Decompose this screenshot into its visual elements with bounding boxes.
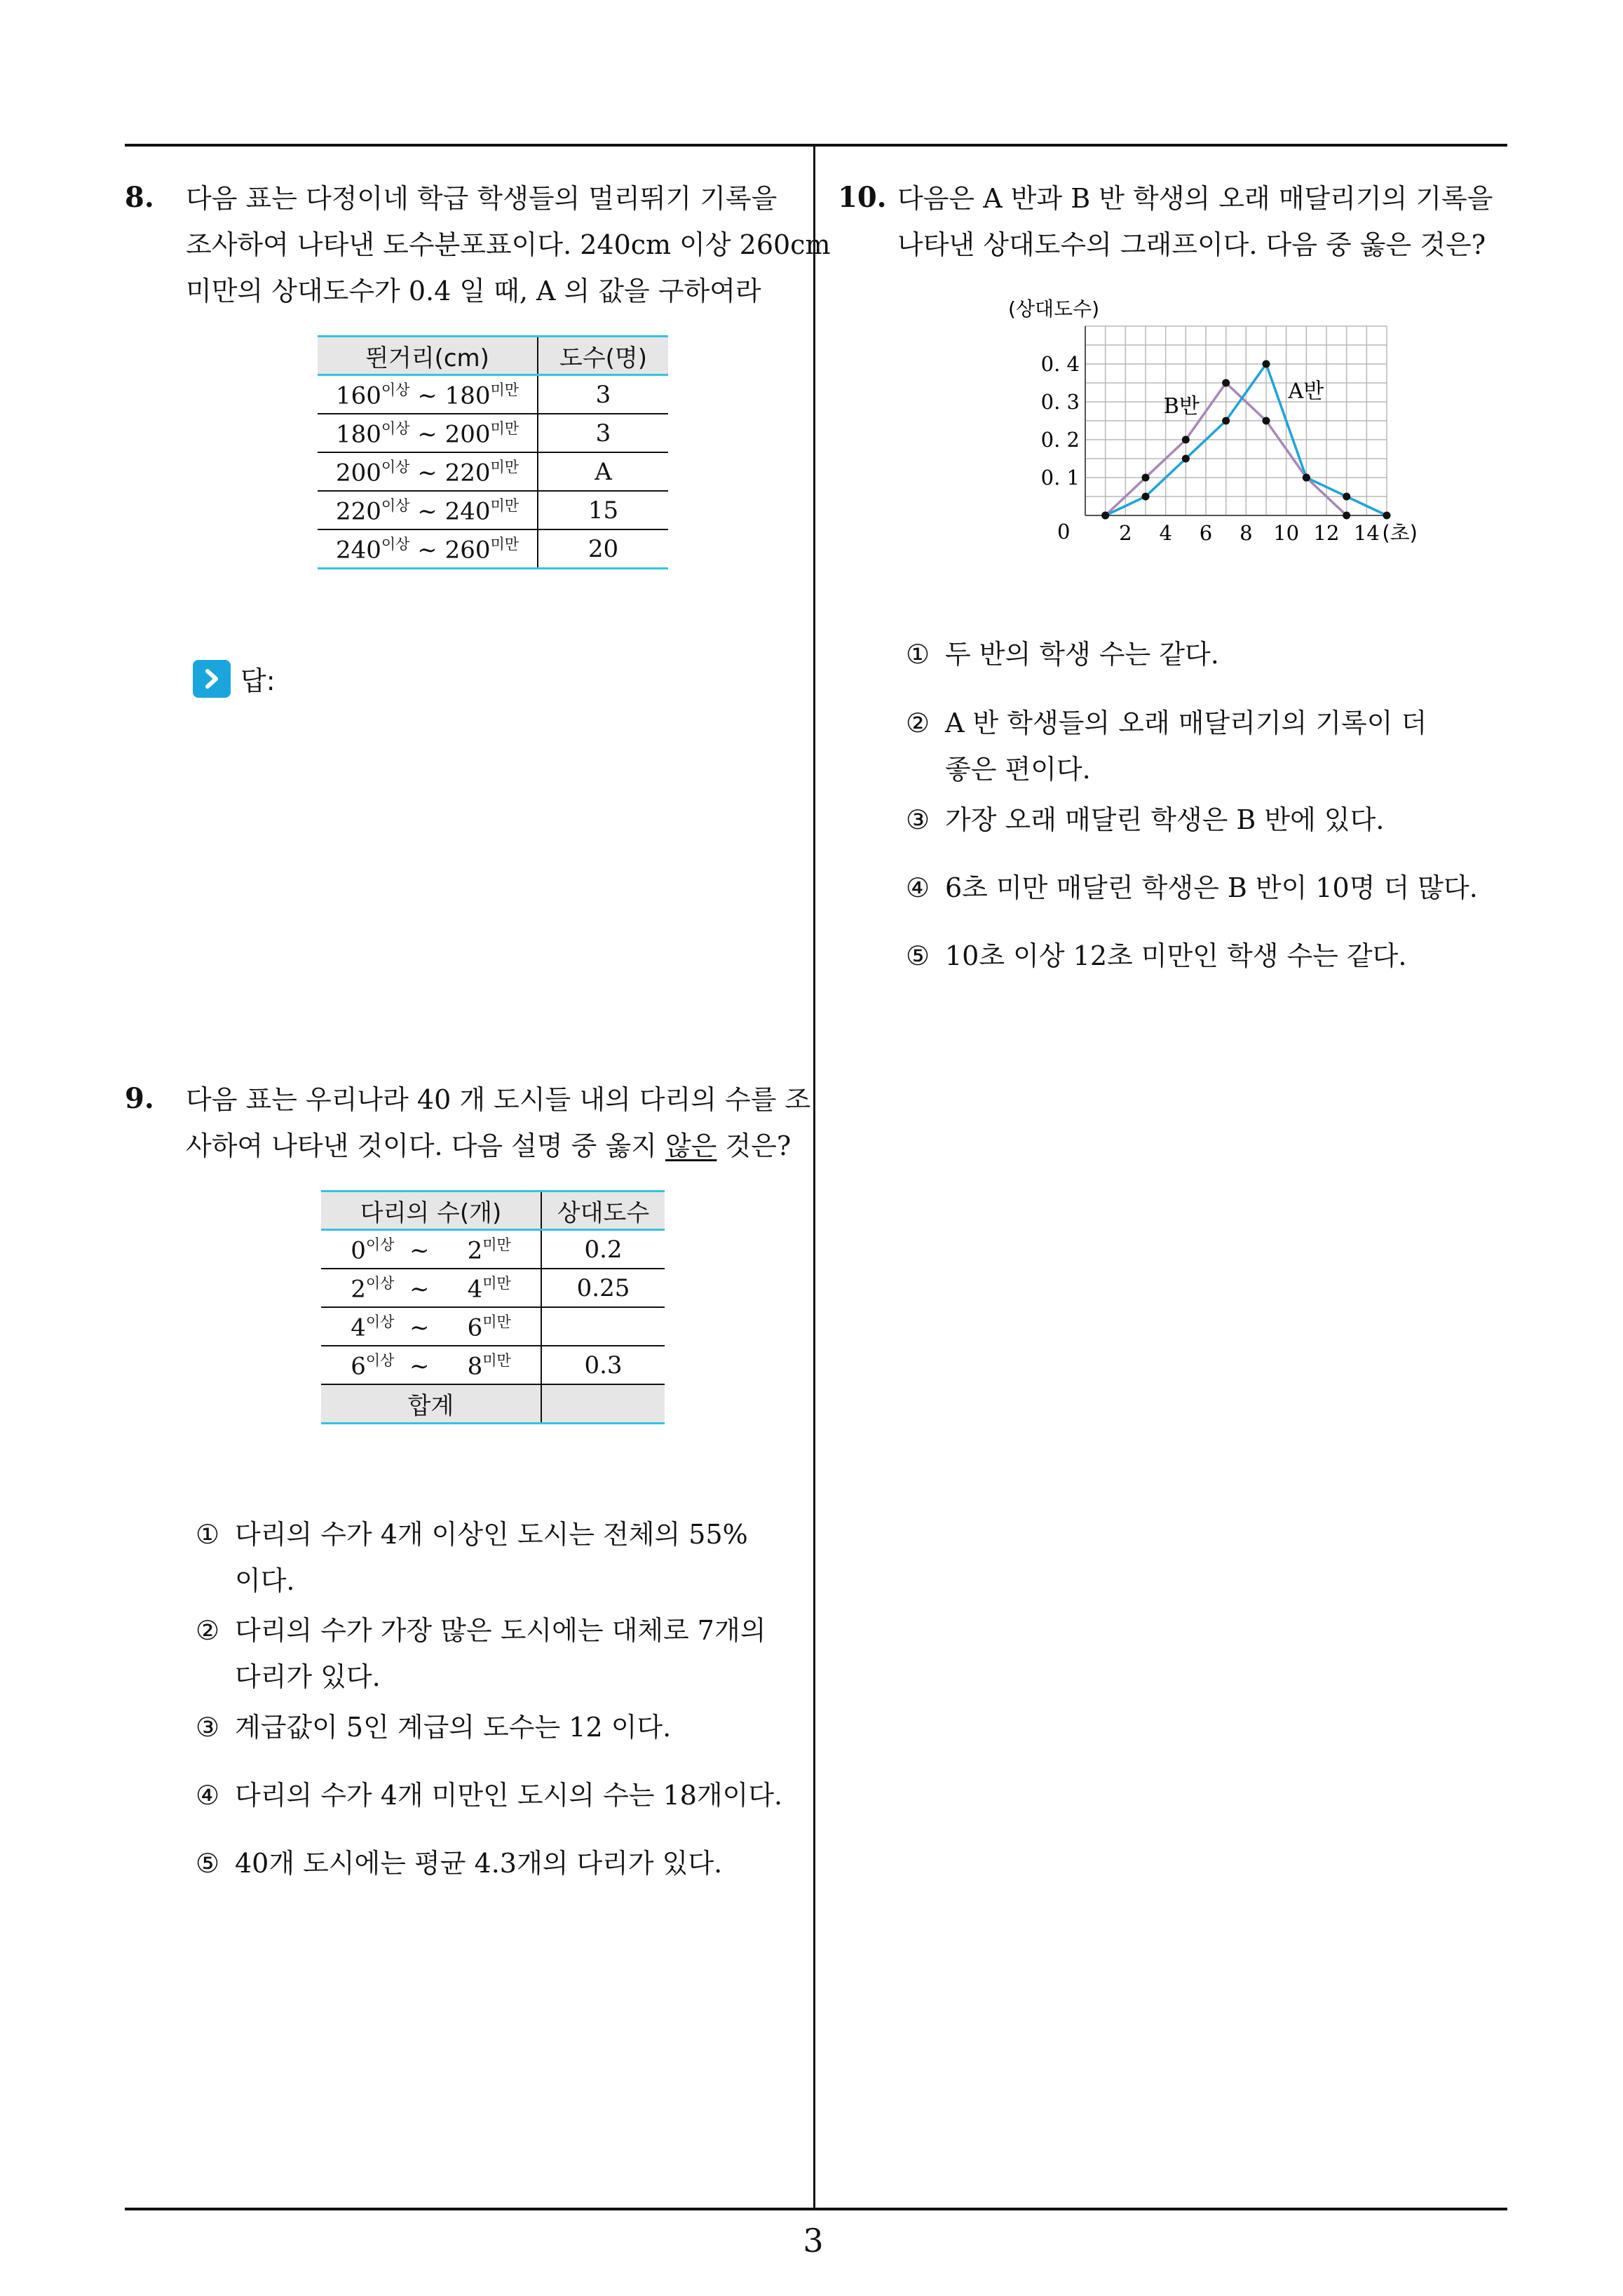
x-tick-label: 4 <box>1159 521 1172 545</box>
y-tick-label: 0. 3 <box>1040 390 1080 414</box>
q9-value-cell: 0.25 <box>541 1269 665 1307</box>
q8-range-cell: $200^{이상}$ ∼ $220^{미만}$ <box>318 452 538 491</box>
series-label-a: A반 <box>1288 379 1324 404</box>
q9-sum-label: 합계 <box>321 1384 541 1424</box>
data-point <box>1222 417 1230 425</box>
x-axis-label: (초) <box>1382 521 1418 545</box>
q10-choice-1[interactable]: ① 두 반의 학생 수는 같다. <box>906 639 1219 670</box>
q9-range-cell: $2^{이상}$ ∼ $4^{미만}$ <box>321 1269 541 1307</box>
top-rule <box>125 144 1507 147</box>
page-number: 3 <box>803 2222 824 2260</box>
q9-choice-1[interactable]: ① 다리의 수가 4개 이상인 도시는 전체의 55% 이다. <box>196 1519 748 1596</box>
table-row <box>321 1269 665 1307</box>
q8-text <box>186 175 831 314</box>
q10-line: 나타낸 상대도수의 그래프이다. 다음 중 옳은 것은? <box>897 229 1486 260</box>
x-tick-label: 12 <box>1313 521 1340 545</box>
x-tick-label: 6 <box>1199 521 1213 545</box>
q9-value-cell: 0.2 <box>541 1230 665 1269</box>
data-point <box>1101 512 1109 520</box>
q8-value-cell: 3 <box>538 375 668 414</box>
data-point <box>1182 436 1190 444</box>
y-tick-label: 0. 1 <box>1040 466 1080 489</box>
q9-text <box>186 1076 810 1169</box>
q8-line: 다음 표는 다정이네 학급 학생들의 멀리뛰기 기록을 <box>186 183 777 214</box>
q9-header-bridges: 다리의 수(개) <box>321 1191 541 1230</box>
q10-choice-2[interactable]: ② A 반 학생들의 오래 매달리기의 기록이 더 좋은 편이다. <box>906 708 1427 785</box>
table-row <box>318 452 668 491</box>
table-row <box>321 1307 665 1346</box>
q9-choice-2[interactable]: ② 다리의 수가 가장 많은 도시에는 대체로 7개의 다리가 있다. <box>196 1615 766 1692</box>
q8-value-cell: 3 <box>538 414 668 452</box>
q8-line: 조사하여 나타낸 도수분포표이다. 240cm 이상 260cm <box>186 229 831 260</box>
q9-line: 다음 표는 우리나라 40 개 도시들 내의 다리의 수를 조 <box>186 1084 811 1115</box>
y-tick-label: 0. 4 <box>1040 352 1080 376</box>
table-row <box>318 491 668 529</box>
bottom-rule <box>125 2208 1507 2210</box>
q9-range-cell: $6^{이상}$ ∼ $8^{미만}$ <box>321 1346 541 1384</box>
column-divider <box>813 144 815 2209</box>
q9-value-cell <box>541 1307 665 1346</box>
q10-line: 다음은 A 반과 B 반 학생의 오래 매달리기의 기록을 <box>897 183 1493 214</box>
q9-choice-5[interactable]: ⑤ 40개 도시에는 평균 4.3개의 다리가 있다. <box>196 1848 723 1879</box>
q8-header-distance: 뛴거리(cm) <box>318 337 538 375</box>
q9-line: 사하여 나타낸 것이다. 다음 설명 중 옳지 않은 것은? <box>186 1130 792 1161</box>
x-tick-label: 8 <box>1240 521 1253 545</box>
q10-number: 10. <box>838 181 887 214</box>
q8-range-cell: $240^{이상}$ ∼ $260^{미만}$ <box>318 529 538 569</box>
data-point <box>1222 379 1230 387</box>
table-row <box>318 414 668 452</box>
q9-relative-frequency-table <box>321 1190 665 1424</box>
q8-line: 미만의 상대도수가 0.4 일 때, A 의 값을 구하여라 <box>186 276 761 306</box>
q9-choice-4[interactable]: ④ 다리의 수가 4개 미만인 도시의 수는 18개이다. <box>196 1780 783 1811</box>
data-point <box>1343 512 1350 520</box>
q9-number: 9. <box>125 1082 154 1115</box>
q8-frequency-table <box>318 335 668 569</box>
q9-value-cell: 0.3 <box>541 1346 665 1384</box>
chevron-right-icon <box>193 660 231 698</box>
q9-header-relative: 상대도수 <box>541 1191 665 1230</box>
data-point <box>1142 493 1150 501</box>
q8-header-count: 도수(명) <box>538 337 668 375</box>
q8-range-cell: $180^{이상}$ ∼ $200^{미만}$ <box>318 414 538 452</box>
y-axis-label: (상대도수) <box>1008 297 1100 320</box>
table-row <box>321 1346 665 1384</box>
x-tick-label: 14 <box>1353 521 1380 545</box>
data-point <box>1142 474 1150 482</box>
data-point <box>1303 474 1310 482</box>
q8-number: 8. <box>125 181 154 214</box>
q9-range-cell: $4^{이상}$ ∼ $6^{미만}$ <box>321 1307 541 1346</box>
q9-choice-3[interactable]: ③ 계급값이 5인 계급의 도수는 12 이다. <box>196 1712 672 1743</box>
origin-label: 0 <box>1057 520 1071 543</box>
q8-value-cell: A <box>538 452 668 491</box>
y-tick-label: 0. 2 <box>1040 428 1080 452</box>
q10-choice-5[interactable]: ⑤ 10초 이상 12초 미만인 학생 수는 같다. <box>906 940 1407 971</box>
q8-value-cell: 20 <box>538 529 668 569</box>
q9-range-cell: $0^{이상}$ ∼ $2^{미만}$ <box>321 1230 541 1269</box>
q8-range-cell: $160^{이상}$ ∼ $180^{미만}$ <box>318 375 538 414</box>
q9-underlined-word: 않은 <box>665 1130 717 1161</box>
q10-choice-3[interactable]: ③ 가장 오래 매달린 학생은 B 반에 있다. <box>906 804 1385 835</box>
table-row <box>318 375 668 414</box>
data-point <box>1263 360 1270 368</box>
q10-choice-4[interactable]: ④ 6초 미만 매달린 학생은 B 반이 10명 더 많다. <box>906 872 1478 903</box>
data-point <box>1263 417 1270 425</box>
q8-answer-label: 답: <box>240 666 276 696</box>
q8-value-cell: 15 <box>538 491 668 529</box>
table-row <box>321 1384 665 1424</box>
x-tick-label: 2 <box>1119 521 1132 545</box>
data-point <box>1182 455 1190 463</box>
series-label-b: B반 <box>1163 394 1200 419</box>
q8-answer[interactable] <box>193 659 276 698</box>
table-row <box>318 529 668 569</box>
data-point <box>1383 512 1391 520</box>
q9-sum-value <box>541 1384 665 1424</box>
x-tick-label: 10 <box>1273 521 1300 545</box>
q8-range-cell: $220^{이상}$ ∼ $240^{미만}$ <box>318 491 538 529</box>
data-point <box>1343 493 1350 501</box>
q10-text <box>897 175 1493 268</box>
q10-relative-frequency-chart <box>1001 288 1418 554</box>
table-row <box>321 1230 665 1269</box>
